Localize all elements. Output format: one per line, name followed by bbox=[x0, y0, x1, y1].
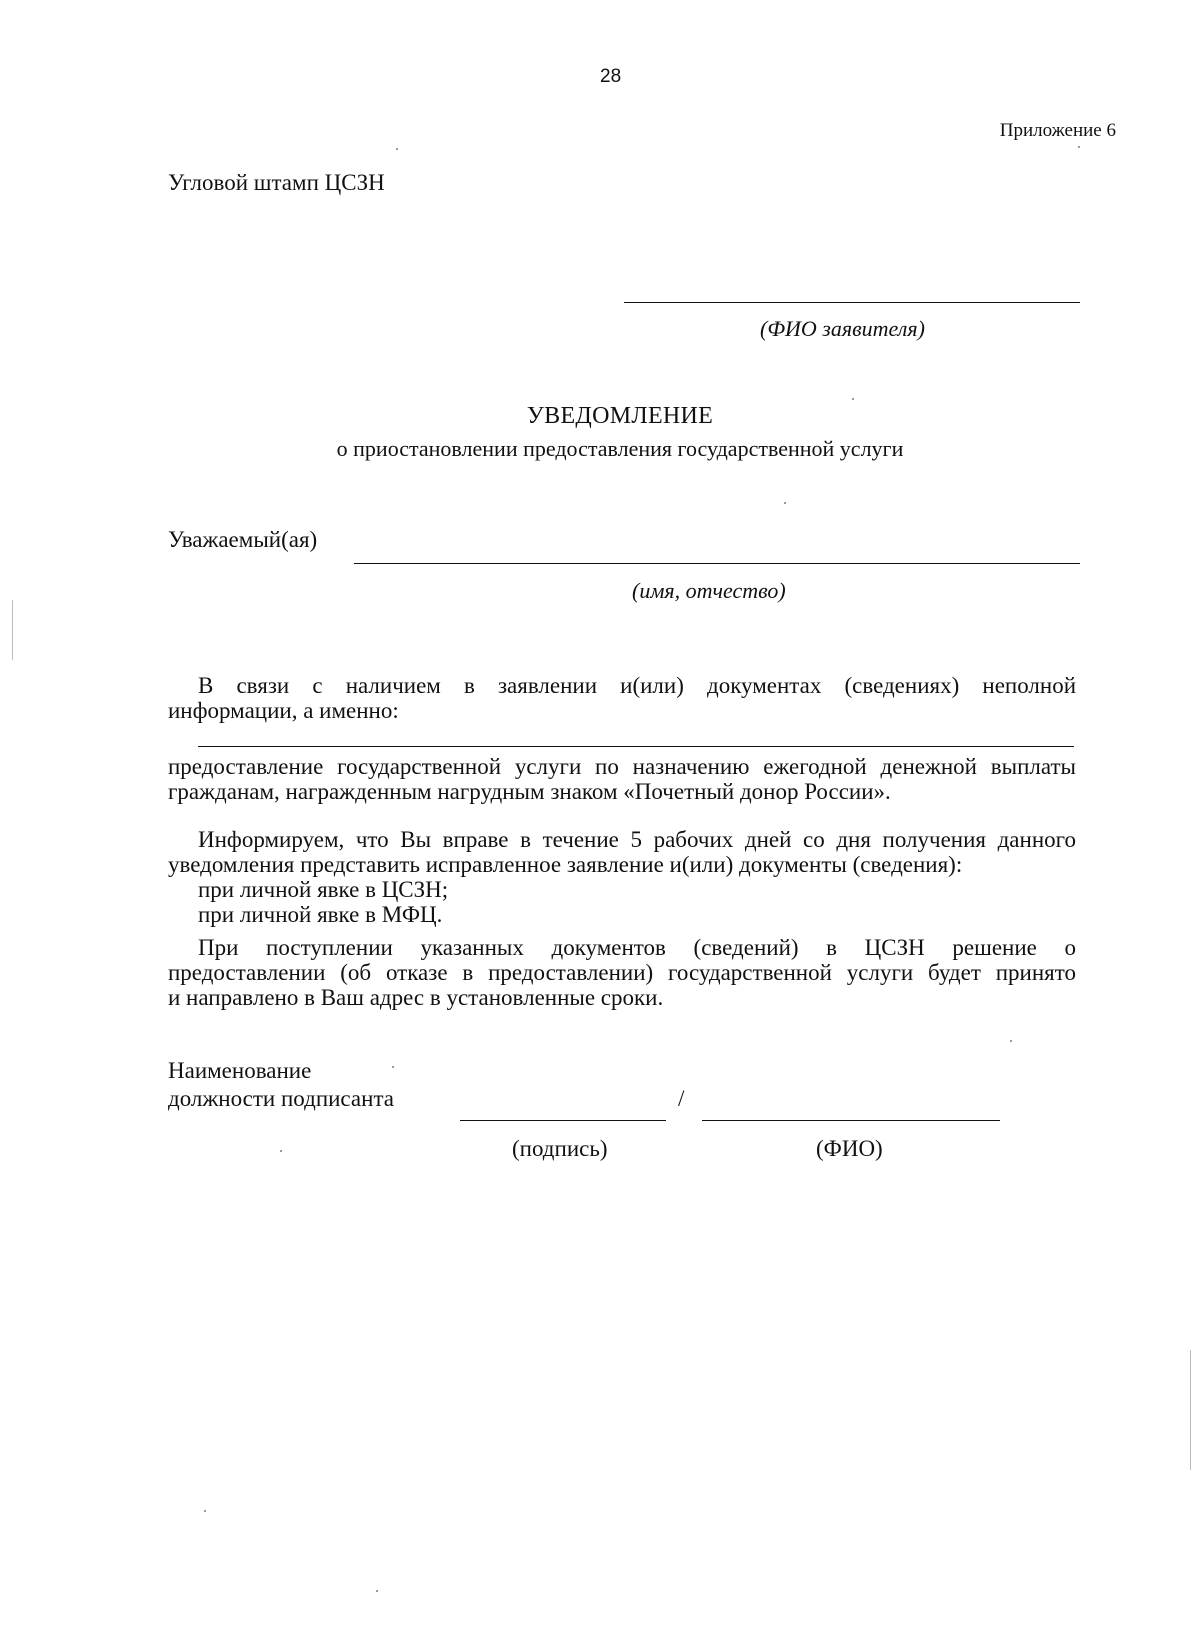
page-number: 28 bbox=[600, 66, 622, 87]
name-line bbox=[354, 563, 1080, 564]
reason-line bbox=[198, 746, 1074, 747]
scan-speck bbox=[204, 1510, 206, 1512]
scan-speck bbox=[396, 148, 398, 150]
scan-speck bbox=[1078, 146, 1080, 148]
signer-position-line-2: должности подписанта bbox=[168, 1086, 394, 1111]
paragraph-3-line-1: При поступлении указанных документов (сведений) в ЦСЗН решение о bbox=[198, 935, 1076, 960]
document-subtitle: о приостановлении предоставления государственной услуги bbox=[336, 436, 904, 461]
corner-stamp-label: Угловой штамп ЦСЗН bbox=[168, 170, 385, 195]
name-caption: (имя, отчество) bbox=[632, 578, 786, 603]
paragraph-3-line-2: предоставлении (об отказе в предоставлении) государственной услуги будет принято bbox=[168, 960, 1076, 985]
signer-fio-caption: (ФИО) bbox=[816, 1136, 883, 1161]
paragraph-1-line-1: В связи с наличием в заявлении и(или) документах (сведениях) неполной bbox=[198, 673, 1076, 698]
paragraph-2-line-2: уведомления представить исправленное заявление и(или) документы (сведения): bbox=[168, 852, 963, 877]
signature-line bbox=[460, 1120, 666, 1121]
scan-speck bbox=[392, 1066, 394, 1068]
paragraph-1-line-4: гражданам, награжденным нагрудным знаком «Почетный донор России». bbox=[168, 779, 891, 804]
signature-caption: (подпись) bbox=[512, 1136, 608, 1161]
paragraph-1-line-3: предоставление государственной услуги по назначению ежегодной денежной выплаты bbox=[168, 754, 1076, 779]
signer-fio-line bbox=[702, 1120, 1000, 1121]
applicant-fio-line bbox=[624, 302, 1080, 303]
scan-speck bbox=[1010, 1040, 1012, 1042]
scan-speck bbox=[852, 398, 854, 400]
scan-edge bbox=[1190, 1350, 1191, 1470]
paragraph-2-line-1: Информируем, что Вы вправе в течение 5 рабочих дней со дня получения данного bbox=[198, 827, 1076, 852]
document-title: УВЕДОМЛЕНИЕ bbox=[526, 403, 714, 429]
signer-position-line-1: Наименование bbox=[168, 1058, 312, 1083]
appendix-label: Приложение 6 bbox=[999, 120, 1116, 141]
list-item: при личной явке в ЦСЗН; bbox=[198, 877, 449, 902]
scan-speck bbox=[784, 502, 786, 504]
scan-speck bbox=[376, 1590, 378, 1592]
list-item: при личной явке в МФЦ. bbox=[198, 902, 443, 927]
scan-edge bbox=[12, 600, 13, 660]
paragraph-1-line-2: информации, а именно: bbox=[168, 698, 399, 723]
paragraph-3-line-3: и направлено в Ваш адрес в установленные сроки. bbox=[168, 985, 664, 1010]
signature-separator: / bbox=[678, 1086, 685, 1111]
scan-speck bbox=[280, 1150, 282, 1152]
applicant-fio-caption: (ФИО заявителя) bbox=[760, 316, 925, 341]
greeting: Уважаемый(ая) bbox=[168, 527, 318, 552]
